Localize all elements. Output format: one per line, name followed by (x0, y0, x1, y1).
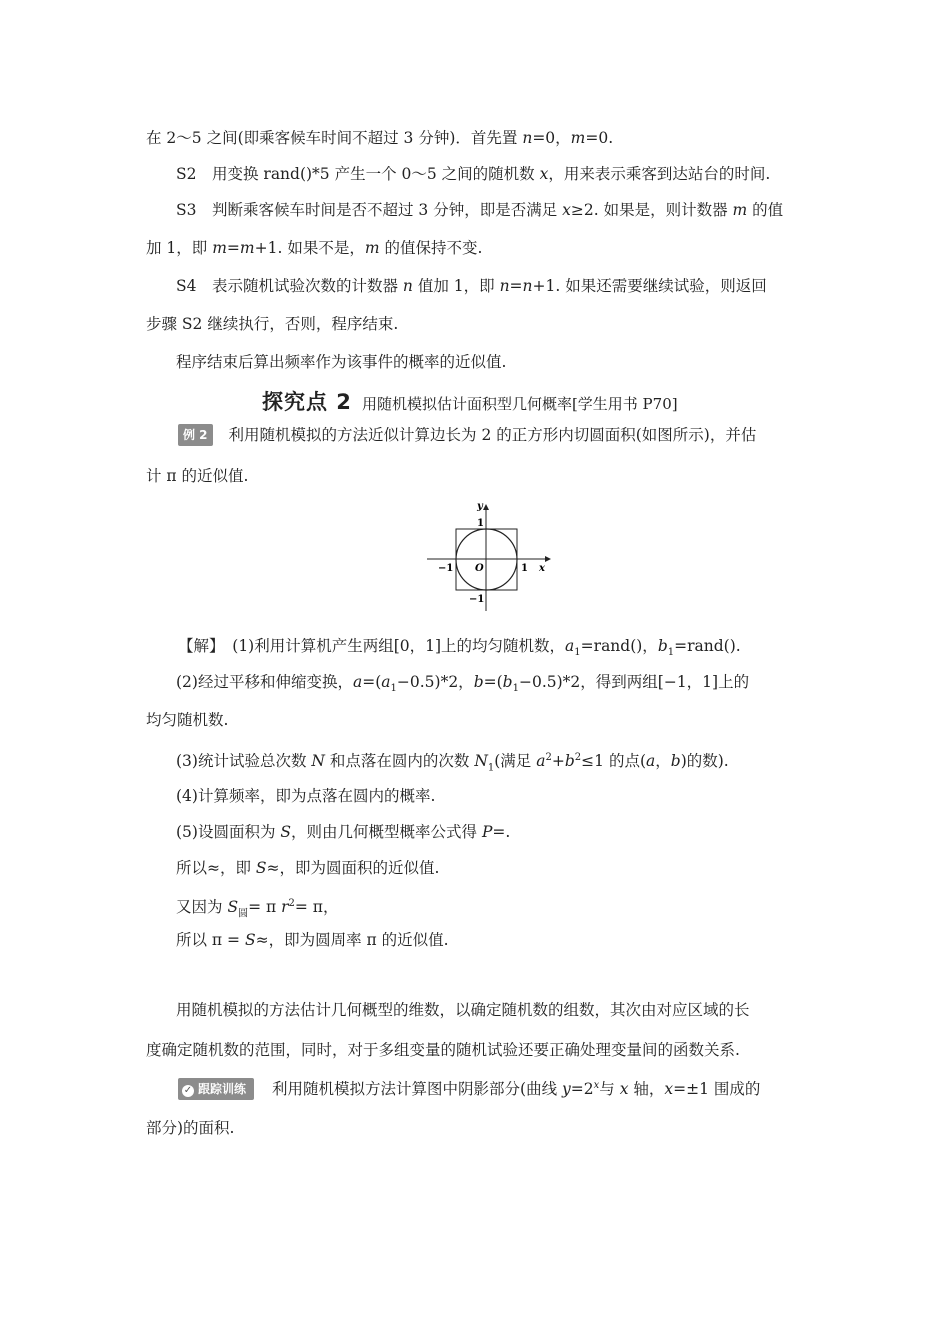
step-s3-cont: 加 1，即 m=m+1. 如果不是，m 的值保持不变. (146, 239, 483, 257)
example-line: 例 2 利用随机模拟的方法近似计算边长为 2 的正方形内切圆面积(如图所示)，并估 (178, 424, 756, 446)
tick-label-right: 1 (521, 563, 528, 574)
example-badge: 例 2 (178, 424, 213, 446)
track-training-badge: ✓ 跟踪训练 (178, 1078, 254, 1100)
example-line-2: 计 π 的近似值. (146, 467, 249, 485)
solution-step-3: (3)统计试验总次数 N 和点落在圆内的次数 $N_1$(满足 $a^2+b^2\le 1$ 的点(a，b)的数). (176, 752, 729, 774)
track-training-line: ✓ 跟踪训练 利用随机模拟方法计算图中阴影部分(曲线 $y=2^x$与 x 轴，x=±1 围成的 (178, 1076, 760, 1100)
program-end-text: 程序结束后算出频率作为该事件的概率的近似值. (176, 353, 507, 371)
solution-line-8: 所以 π = S≈，即为圆周率 π 的近似值. (176, 931, 449, 949)
summary-line-2: 度确定随机数的范围，同时，对于多组变量的随机试验还要正确处理变量间的函数关系. (146, 1041, 740, 1059)
circle-square-figure (425, 497, 555, 615)
origin-label: O (475, 563, 484, 574)
tick-label-bottom: −1 (469, 594, 485, 605)
check-icon: ✓ (183, 1085, 193, 1097)
solution-line-7: 又因为 $S_圆= \pi$ $r^2= \pi$， (176, 898, 339, 920)
text-line: 在 2～5 之间(即乘客候车时间不超过 3 分钟)．首先置 n=0，m=0. (146, 129, 614, 147)
y-label: y (477, 501, 483, 512)
step-s4: S4 表示随机试验次数的计数器 n 值加 1，即 n=n+1. 如果还需要继续试验，则返回 (176, 277, 767, 295)
step-s3: S3 判断乘客候车时间是否不超过 3 分钟，即是否满足 x≥2. 如果是，则计数器 m 的值 (176, 201, 784, 219)
solution-step-2: (2)经过平移和伸缩变换，$a=(a_1-0.5)*2$，$b=(b_1-0.5)*2$，得到两组[−1，1]上的 (176, 673, 750, 695)
solution-step-1: 【解】 (1)利用计算机产生两组[0，1]上的均匀随机数，$a_1=rand()$，$b_1=rand()$. (178, 637, 741, 659)
section-title: 用随机模拟估计面积型几何概率[学生用书 P70] (361, 395, 678, 413)
tick-label-left: −1 (438, 563, 454, 574)
step-s2: S2 用变换 rand()*5 产生一个 0～5 之间的随机数 x，用来表示乘客到达站台的时间. (176, 165, 771, 183)
summary-line-1: 用随机模拟的方法估计几何概型的维数，以确定随机数的组数，其次由对应区域的长 (176, 1001, 750, 1019)
step-s4-cont: 步骤 S2 继续执行，否则，程序结束. (146, 315, 399, 333)
tick-label-top: 1 (477, 518, 484, 529)
solution-line-6: 所以≈，即 S≈，即为圆面积的近似值. (176, 859, 440, 877)
solution-step-2-cont: 均匀随机数. (146, 711, 229, 729)
section-number: 探究点 2 (262, 390, 352, 414)
section-heading (262, 386, 678, 416)
solution-step-5: (5)设圆面积为 S，则由几何概型概率公式得 P=. (176, 823, 511, 841)
x-label: x (539, 563, 545, 574)
solution-step-4: (4)计算频率，即为点落在圆内的概率. (176, 787, 436, 805)
track-training-line-2: 部分)的面积. (146, 1119, 235, 1137)
